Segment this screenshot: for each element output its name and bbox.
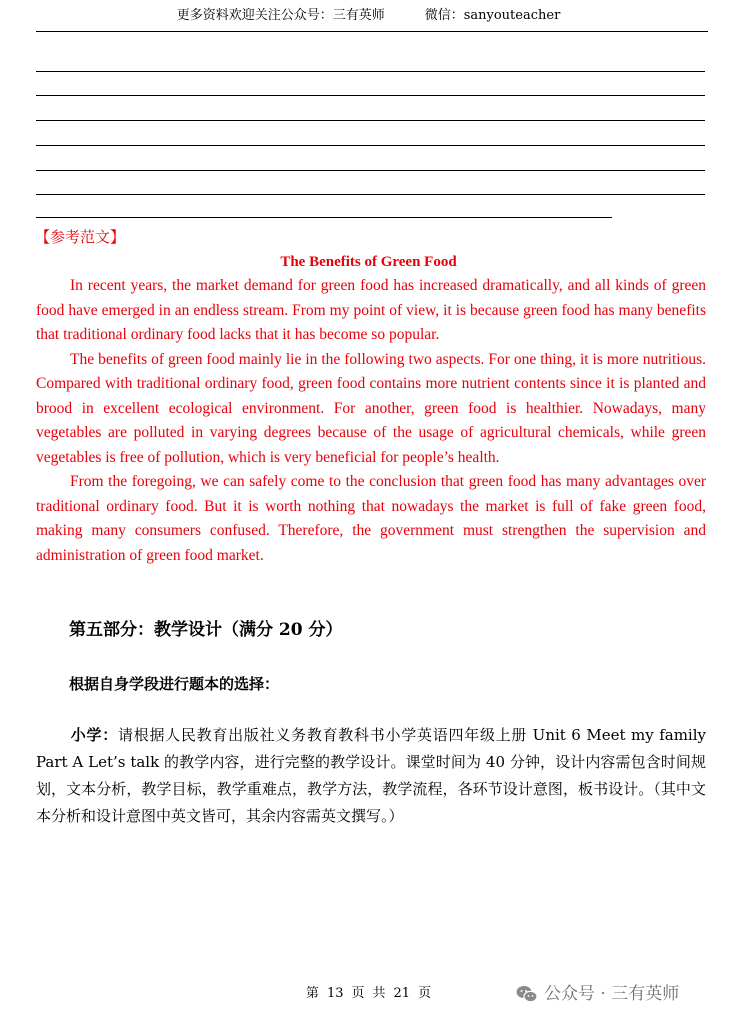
header-right-text: 微信：sanyouteacher — [424, 8, 561, 23]
writing-line — [36, 194, 705, 195]
essay-title: The Benefits of Green Food — [280, 254, 457, 270]
essay-paragraph-3: From the foregoing, we can safely come to the conclusion that green food has many advantages over traditional ordinary food. But it is worth nothing that nowadays the market is full of fake green food, making many consumers confused. Therefore, the government must strengthen the supervision and administration of green food market. — [36, 473, 706, 564]
page-label: 共 — [372, 986, 386, 1001]
section-subtitle: 根据自身学段进行题本的选择： — [69, 675, 280, 693]
writing-line — [36, 120, 705, 121]
task-body: 请根据人民教育出版社义务教育教科书小学英语四年级上册 Unit 6 Meet my family Part A Let’s talk 的教学内容，进行完整的教学设计。课堂时间为 40 分钟，设计内容需包含时间规划，文本分析，教学目标，教学重难点，教学方法，教学流程，各环节设计意图，板书设计。（其中文本分析和设计意图中英文皆可，其余内容需英文撰写。） — [36, 726, 706, 825]
page-label: 第 — [305, 986, 319, 1001]
watermark — [516, 983, 679, 1005]
writing-line — [36, 95, 705, 96]
writing-line — [36, 71, 705, 72]
writing-line — [36, 170, 705, 171]
page-total: 21 — [393, 986, 411, 1001]
page-current: 13 — [326, 986, 344, 1001]
reference-label: 【参考范文】 — [35, 228, 126, 246]
essay-body — [36, 274, 706, 568]
essay-paragraph-2: The benefits of green food mainly lie in the following two aspects. For one thing, it is more nutritious. Compared with traditional ordinary food, green food contains more nutrient contents since it is planted and brood in excellent ecological environment. For another, green food is healthier. Nowadays, many vegetables are polluted in varying degrees because of the usage of agricultural chemicals, while green vegetables is free of pollution, which is very beneficial for people’s health. — [36, 350, 706, 466]
page-label: 页 — [418, 986, 432, 1001]
header-divider — [36, 31, 708, 32]
header-left-text: 更多资料欢迎关注公众号：三有英师 — [176, 8, 385, 23]
essay-paragraph-1: In recent years, the market demand for green food has increased dramatically, and all kinds of green food have emerged in an endless stream. From my point of view, it is because green food has many benefits that traditional ordinary food lacks that it has become so popular. — [36, 277, 706, 343]
wechat-icon — [516, 985, 538, 1003]
section-title: 第五部分：教学设计（满分 20 分） — [69, 620, 343, 640]
writing-line — [36, 217, 612, 218]
page-header — [0, 7, 737, 25]
task-lead: 小学： — [70, 726, 118, 744]
page-label: 页 — [351, 986, 365, 1001]
writing-line — [36, 145, 705, 146]
task-paragraph — [36, 722, 706, 830]
watermark-text: 公众号 · 三有英师 — [544, 984, 680, 1004]
